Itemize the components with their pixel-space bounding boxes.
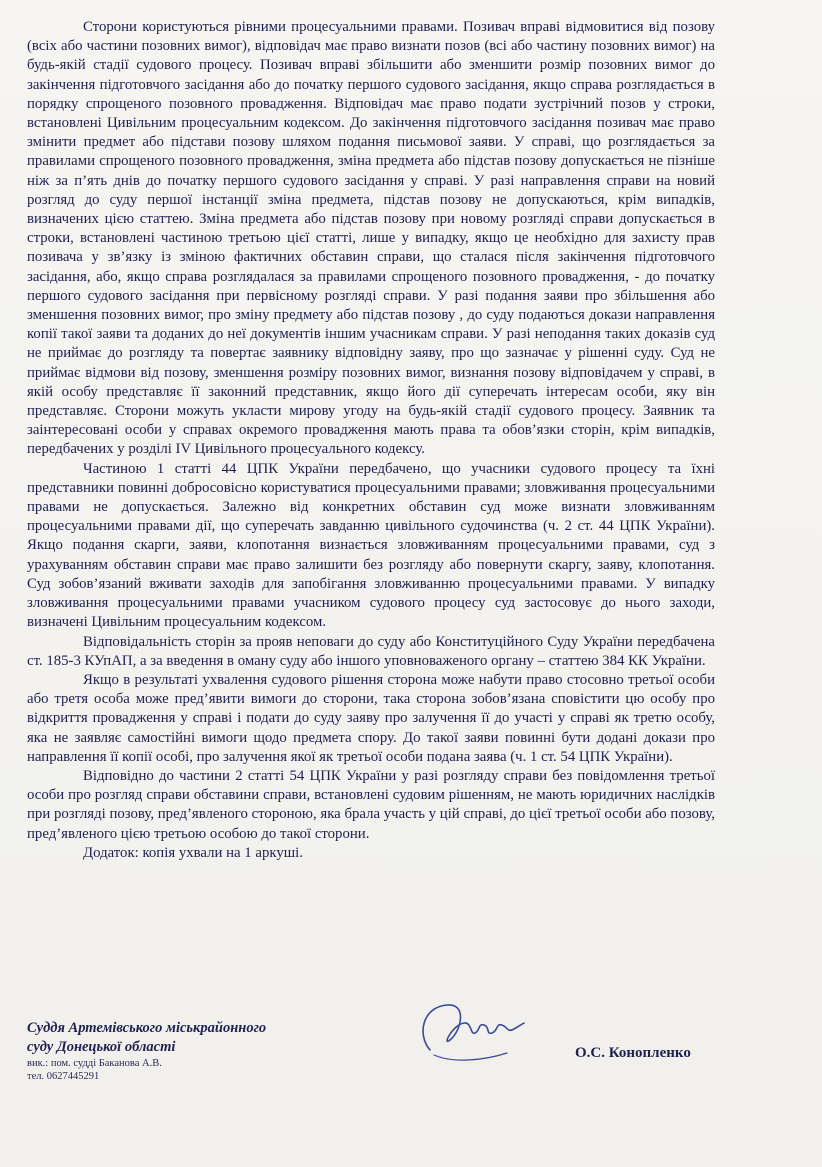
- paragraph-rights: Сторони користуються рівними процесуальними правами. Позивач вправі відмовитися від позову (всіх або частини позовних вимог), відповідач має право визнати позов (всі або частину позовних вимог) на будь-якій стадії судового процесу. Позивач вправі збільшити або зменшити розмір позовних вимог до закінчення підготовчого засідання або до початку першого судового засідання, якщо справа розглядається в порядку спрощеного позовного провадження. Відповідач має право подати зустрічний позов у строки, встановлені Цивільним процесуальним кодексом. До закінчення підготовчого засідання позивач має право змінити предмет або підстави позову шляхом подання письмової заяви. У справі, що розглядається за правилами спрощеного позовного провадження, зміна предмета або підстав позову допускається не пізніше ніж за п’ять днів до початку першого судового засідання у справі. У разі направлення справи на новий розгляд до суду першої інстанції зміна предмета, підстав позову не допускаються, крім випадків, визначених цією статтею. Зміна предмета або підстав позову при новому розгляді справи допускається в строки, встановлені частиною третьою цієї статті, лише у випадку, якщо це необхідно для захисту прав позивача у зв’язку із зміною фактичних обставин справи, що сталася після закінчення підготовчого засідання, або, якщо справа розглядалася за правилами спрощеного позовного провадження, - до початку першого судового засідання при первісному розгляді справи. У разі подання заяви про збільшення або зменшення позовних вимог, про зміну предмету або підстав позову , до суду подаються докази направлення копії такої заяви та доданих до неї документів іншим учасникам справи. У разі неподання таких доказів суд не приймає до розгляду та повертає заявнику відповідну заяву, про що зазначає у рішенні суду. Суд не приймає відмови від позову, зменшення розміру позовних вимог, визнання позову відповідачем у справі, в якій особу представляє її законний представник, якщо його дії суперечать інтересам особи, яку він представляє. Сторони можуть укласти мирову угоду на будь-якій стадії судового процесу. Заявник та заінтересовані особи у справах окремого провадження мають права та обов’язки сторін, крім випадків, передбачених у розділі IV Цивільного процесуального кодексу.: [27, 19, 715, 458]
- judge-title-line1: Суддя Артемівського міськрайонного: [27, 1020, 267, 1036]
- judge-name: О.С. Конопленко: [575, 1045, 691, 1061]
- paragraph-third-party-consequences: Відповідно до частини 2 статті 54 ЦПК України у разі розгляду справи без повідомлення третьої особи про розгляд справи обставини справи, встановлені судовим рішенням, не мають юридичних наслідків при розгляді позову, пред’явленого стороною, яка брала участь у цій справі, до цієї третьої особи або позову, пред’явленого цією третьою особою до такої сторони.: [27, 767, 715, 842]
- phone-note: тел. 0627445291: [27, 1071, 100, 1082]
- executor-note: вик.: пом. судді Баканова А.В.: [27, 1058, 162, 1069]
- paragraph-abuse-of-rights: Частиною 1 статті 44 ЦПК України передбачено, що учасники судового процесу та їхні представники повинні добросовісно користуватися процесуальними правами; зловживання процесуальними правами не допускається. Залежно від конкретних обставин суд може визнати зловживанням процесуальними правами дії, що суперечать завданню цивільного судочинства (ч. 2 ст. 44 ЦПК України). Якщо подання скарги, заяви, клопотання визнається зловживанням процесуальними правами, суд з урахуванням обставин справи має право залишити без розгляду або повернути скаргу, заяву, клопотання. Суд зобов’язаний вживати заходів для запобігання зловживанню процесуальними правами. У випадку зловживання процесуальними правами учасником судового процесу суд застосовує до нього заходи, визначені Цивільним процесуальним кодексом.: [27, 460, 715, 631]
- signature-block: [27, 1019, 715, 1083]
- paragraph-third-party: Якщо в результаті ухвалення судового рішення сторона може набути право стосовно третьої особи або третя особа може пред’явити вимоги до сторони, така сторона зобов’язана сповістити цю особу про відкриття провадження у справі і подати до суду заяву про залучення її до участі у справі як третю особу, яка не заявляє самостійні вимоги щодо предмета спору. До такої заяви повинні бути додані докази про направлення її копії особі, про залучення якої як третьої особи подана заява (ч. 1 ст. 54 ЦПК України).: [27, 671, 715, 765]
- paragraph-attachment: Додаток: копія ухвали на 1 аркуші.: [83, 844, 303, 861]
- paragraph-responsibility: Відповідальність сторін за прояв неповаги до суду або Конституційного Суду України передбачена ст. 185-3 КУпАП, а за введення в оману суду або іншого уповноваженого органу – статтею 384 КК України.: [27, 633, 715, 669]
- document-body: [27, 18, 715, 863]
- judge-title-line2: суду Донецької області: [27, 1039, 176, 1055]
